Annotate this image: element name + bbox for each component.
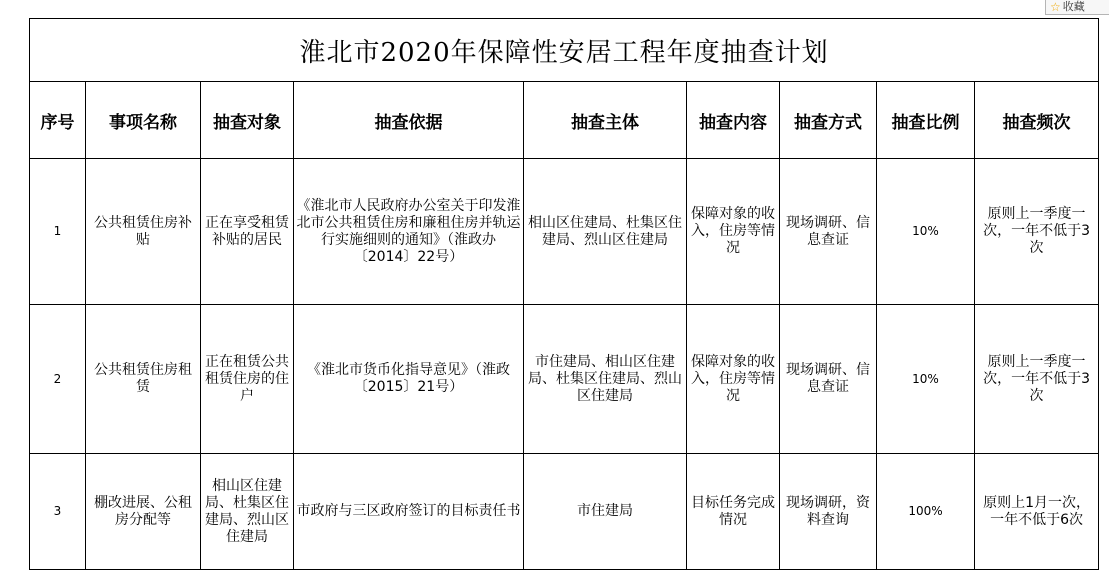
cell-subject: 相山区住建局、杜集区住建局、烈山区住建局 <box>524 159 687 305</box>
cell-frequency: 原则上1月一次，一年不低于6次 <box>975 454 1099 570</box>
cell-target: 相山区住建局、杜集区住建局、烈山区住建局 <box>201 454 294 570</box>
header-subject: 抽查主体 <box>524 82 687 159</box>
inspection-plan-table <box>29 18 1099 570</box>
cell-subject: 市住建局 <box>524 454 687 570</box>
header-no: 序号 <box>30 82 86 159</box>
cell-ratio: 100% <box>877 454 975 570</box>
cell-basis: 《淮北市人民政府办公室关于印发淮北市公共租赁住房和廉租住房并轨运行实施细则的通知》（淮政办〔2014〕22号） <box>294 159 524 305</box>
star-icon: ☆ <box>1050 0 1061 14</box>
cell-target: 正在享受租赁补贴的居民 <box>201 159 294 305</box>
cell-content: 保障对象的收入，住房等情况 <box>687 159 780 305</box>
table-row <box>30 454 1099 570</box>
table-title: 淮北市2020年保障性安居工程年度抽查计划 <box>30 19 1099 82</box>
cell-content: 目标任务完成情况 <box>687 454 780 570</box>
cell-ratio: 10% <box>877 159 975 305</box>
cell-frequency: 原则上一季度一次，一年不低于3次 <box>975 159 1099 305</box>
cell-item: 棚改进展、公租房分配等 <box>86 454 201 570</box>
table-row <box>30 159 1099 305</box>
cell-target: 正在租赁公共租赁住房的住户 <box>201 305 294 454</box>
cell-no: 1 <box>30 159 86 305</box>
table-row <box>30 305 1099 454</box>
cell-basis: 《淮北市货币化指导意见》（淮政〔2015〕21号） <box>294 305 524 454</box>
header-basis: 抽查依据 <box>294 82 524 159</box>
header-frequency: 抽查频次 <box>975 82 1099 159</box>
cell-no: 2 <box>30 305 86 454</box>
favorite-label: 收藏 <box>1062 0 1085 13</box>
header-ratio: 抽查比例 <box>877 82 975 159</box>
cell-method: 现场调研，资料查询 <box>780 454 877 570</box>
cell-basis: 市政府与三区政府签订的目标责任书 <box>294 454 524 570</box>
cell-method: 现场调研、信息查证 <box>780 159 877 305</box>
cell-item: 公共租赁住房补贴 <box>86 159 201 305</box>
header-target: 抽查对象 <box>201 82 294 159</box>
cell-subject: 市住建局、相山区住建局、杜集区住建局、烈山区住建局 <box>524 305 687 454</box>
cell-ratio: 10% <box>877 305 975 454</box>
header-content: 抽查内容 <box>687 82 780 159</box>
cell-no: 3 <box>30 454 86 570</box>
header-item: 事项名称 <box>86 82 201 159</box>
header-row <box>30 82 1099 159</box>
cell-method: 现场调研、信息查证 <box>780 305 877 454</box>
header-method: 抽查方式 <box>780 82 877 159</box>
cell-item: 公共租赁住房租赁 <box>86 305 201 454</box>
cell-content: 保障对象的收入，住房等情况 <box>687 305 780 454</box>
cell-frequency: 原则上一季度一次，一年不低于3次 <box>975 305 1099 454</box>
favorite-button[interactable] <box>1045 0 1109 15</box>
